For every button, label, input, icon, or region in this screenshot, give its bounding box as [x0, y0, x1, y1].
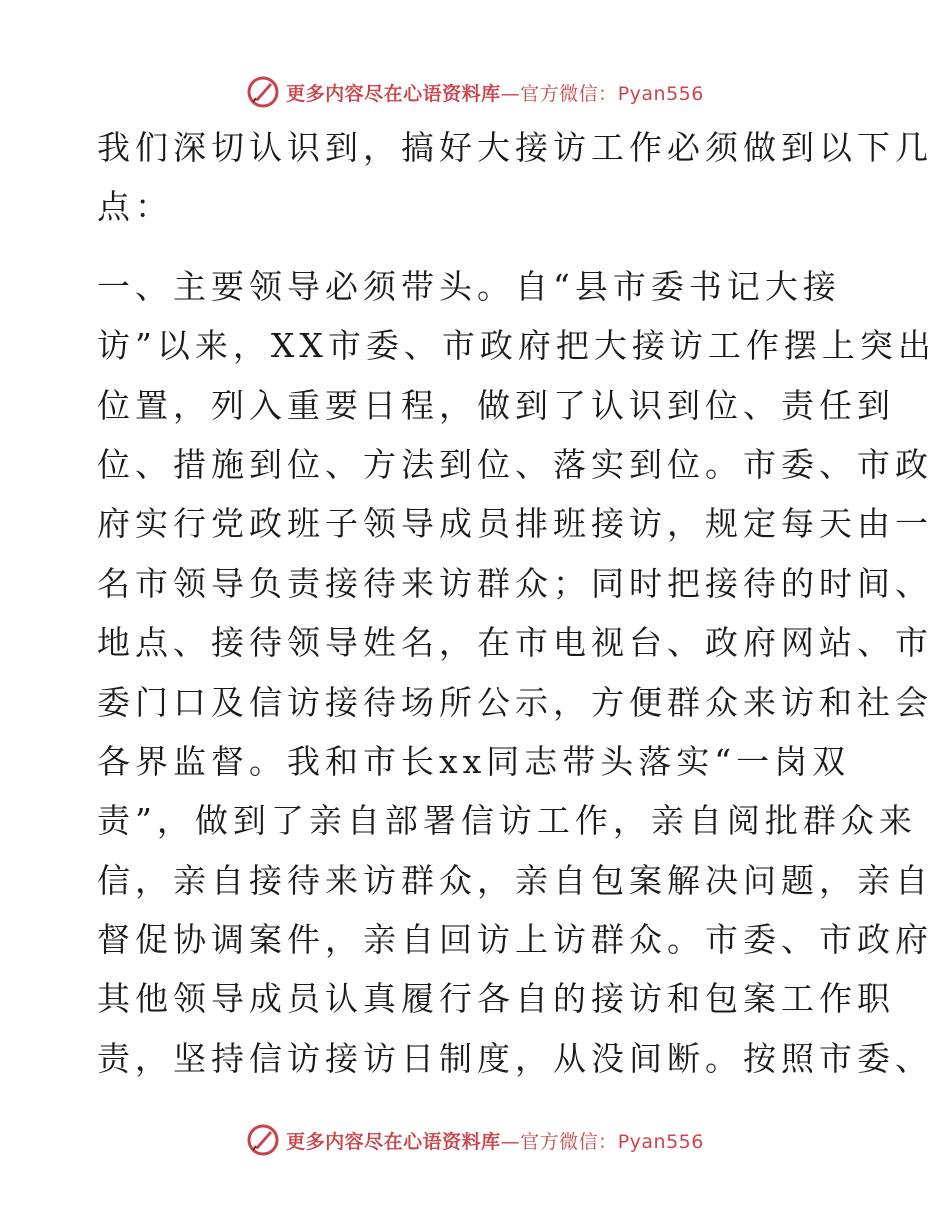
text-line: 我们深切认识到，搞好大接访工作必须做到以下几	[97, 128, 933, 167]
text-line: 名市领导负责接待来访群众；同时把接待的时间、	[97, 563, 933, 603]
text-line: 责”，做到了亲自部署信访工作，亲自阅批群众来	[97, 801, 917, 841]
banner-text	[286, 1127, 704, 1154]
text-line: 府实行党政班子领导成员排班接访，规定每天由一	[97, 504, 933, 544]
banner-wechat-label: 官方微信：	[520, 1130, 618, 1153]
text-line: 位、措施到位、方法到位、落实到位。市委、市政	[97, 444, 933, 484]
banner-separator: —	[500, 1130, 521, 1153]
paragraph-intro	[97, 118, 933, 237]
banner-main-text: 更多内容尽在心语资料库	[286, 82, 501, 105]
text-line: 信，亲自接待来访群众，亲自包案解决问题，亲自	[97, 860, 933, 900]
text-line: 一、主要领导必须带头。自“县市委书记大接	[97, 266, 841, 306]
text-line: 责，坚持信访接访日制度，从没间断。按照市委、	[97, 1038, 933, 1078]
text-line: 地点、接待领导姓名，在市电视台、政府网站、市	[97, 623, 933, 663]
quill-circle-logo-icon	[246, 75, 280, 109]
paragraph-gap	[97, 237, 857, 257]
text-line: 位置，列入重要日程，做到了认识到位、责任到	[97, 385, 895, 425]
text-line: 其他领导成员认真履行各自的接访和包案工作职	[97, 979, 895, 1019]
banner-separator: —	[500, 82, 521, 105]
header-banner	[0, 72, 950, 112]
banner-wechat-id: Pyan556	[617, 1130, 704, 1153]
banner-main-text: 更多内容尽在心语资料库	[286, 1130, 501, 1153]
banner-wechat-id: Pyan556	[617, 82, 704, 105]
text-line: 各界监督。我和市长xx同志带头落实“一岗双	[97, 741, 851, 781]
document-body	[97, 118, 936, 1088]
banner-text	[286, 79, 704, 106]
paragraph-point-one	[97, 257, 936, 1088]
footer-banner	[0, 1120, 950, 1160]
text-line: 点：	[97, 187, 173, 227]
text-line: 访”以来，XX市委、市政府把大接访工作摆上突出	[97, 326, 936, 366]
text-line: 委门口及信访接待场所公示，方便群众来访和社会	[97, 682, 933, 722]
text-line: 督促协调案件，亲自回访上访群众。市委、市政府	[97, 920, 933, 960]
banner-wechat-label: 官方微信：	[520, 82, 618, 105]
quill-circle-logo-icon	[246, 1123, 280, 1157]
